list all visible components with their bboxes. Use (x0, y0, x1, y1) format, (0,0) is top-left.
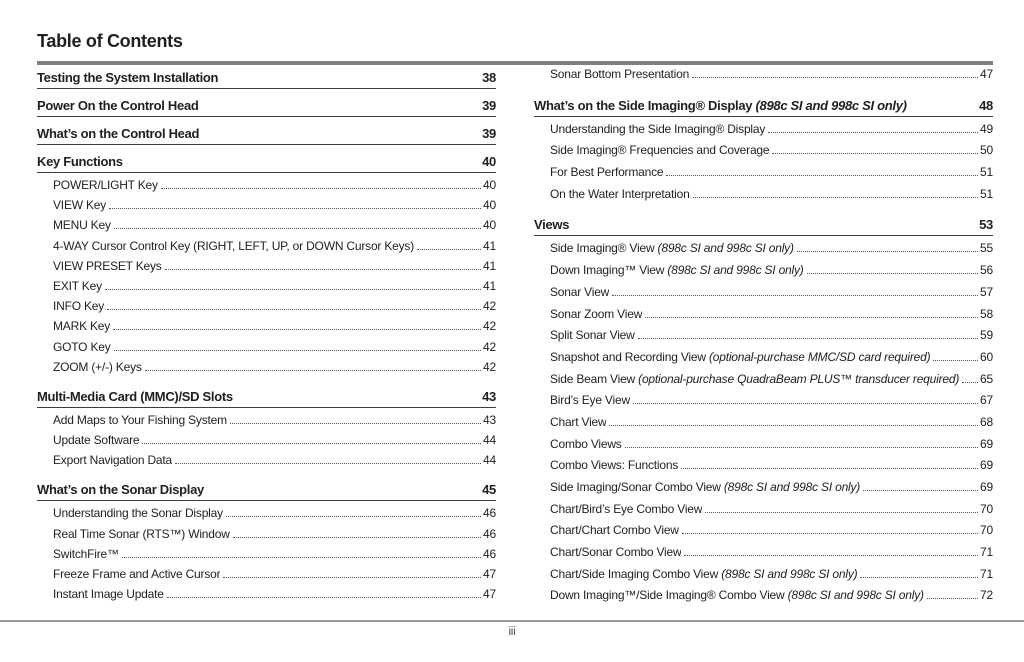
toc-entry-label: POWER/LIGHT Key (53, 178, 158, 192)
toc-entry-page-number: 43 (483, 412, 496, 427)
toc-entry-page-number: 71 (980, 545, 993, 560)
toc-entry-label: What’s on the Control Head (37, 126, 200, 141)
toc-entry-page-number: 70 (980, 501, 993, 516)
dot-leader (109, 208, 481, 209)
toc-entry-page-number: 55 (980, 241, 993, 256)
toc-sub-entry (534, 122, 993, 144)
toc-entry-label: What’s on the Side Imaging® Display (898c SI and 998c SI only) (534, 97, 907, 113)
toc-entry-label: Understanding the Side Imaging® Display (550, 121, 766, 136)
toc-entry-label: Down Imaging™/Side Imaging® Combo View (898c SI and 998c SI only) (550, 588, 924, 603)
toc-entry-page-number: 40 (483, 178, 496, 192)
dot-leader (681, 468, 978, 469)
toc-entry-page-number: 42 (483, 319, 496, 334)
dot-leader (114, 350, 482, 351)
toc-section-entry (37, 126, 496, 145)
toc-page (37, 31, 993, 610)
toc-sub-entry (534, 502, 993, 524)
toc-section-entry (37, 482, 496, 501)
toc-entry-page-number: 45 (482, 482, 496, 498)
toc-entry-label: Real Time Sonar (RTS™) Window (53, 526, 230, 541)
dot-leader (233, 537, 481, 538)
toc-entry-label: 4-WAY Cursor Control Key (RIGHT, LEFT, UP, or DOWN Cursor Keys) (53, 238, 415, 253)
dot-leader (860, 577, 978, 578)
dot-leader (693, 197, 978, 198)
toc-entry-page-number: 46 (483, 506, 496, 521)
page-number: iii (508, 626, 516, 638)
toc-entry-label: Bird’s Eye View (550, 393, 630, 408)
toc-section-entry (37, 389, 496, 408)
toc-entry-page-number: 51 (980, 186, 993, 201)
toc-entry-note: (optional-purchase MMC/SD card required) (705, 349, 931, 364)
toc-entry-page-number: 42 (483, 299, 496, 314)
page-footer (0, 620, 1024, 638)
toc-entry-page-number: 60 (980, 349, 993, 364)
toc-sub-entry (37, 259, 496, 279)
toc-entry-page-number: 42 (483, 339, 496, 354)
toc-entry-label: Freeze Frame and Active Cursor (53, 567, 221, 581)
dot-leader (684, 555, 978, 556)
toc-sub-entry (37, 299, 496, 319)
toc-sub-entry (534, 437, 993, 459)
dot-leader (165, 269, 481, 270)
toc-sub-entry (534, 545, 993, 567)
title-rule (37, 61, 993, 65)
dot-leader (145, 370, 481, 371)
toc-entry-page-number: 58 (980, 306, 993, 321)
toc-entry-label: Instant Image Update (53, 587, 164, 602)
toc-sub-entry (534, 263, 993, 285)
toc-entry-page-number: 40 (483, 218, 496, 233)
dot-leader (417, 249, 481, 250)
toc-entry-label: For Best Performance (550, 165, 664, 180)
dot-leader (142, 443, 481, 444)
dot-leader (122, 557, 481, 558)
toc-entry-label: Side Imaging® Frequencies and Coverage (550, 143, 770, 158)
toc-sub-entry (534, 187, 993, 209)
toc-entry-label: Power On the Control Head (37, 98, 199, 113)
toc-entry-page-number: 69 (980, 480, 993, 494)
dot-leader (633, 403, 978, 404)
toc-sub-entry (37, 453, 496, 473)
toc-entry-page-number: 40 (482, 154, 496, 169)
toc-sub-entry (37, 360, 496, 380)
dot-leader (807, 273, 978, 274)
toc-entry-page-number: 59 (980, 328, 993, 343)
toc-entry-label: ZOOM (+/-) Keys (53, 359, 142, 374)
toc-sub-entry (534, 143, 993, 165)
dot-leader (666, 175, 978, 176)
toc-entry-label: Chart/Chart Combo View (550, 523, 679, 538)
toc-entry-page-number: 46 (483, 526, 496, 541)
toc-entry-page-number: 40 (483, 198, 496, 213)
dot-leader (682, 533, 978, 534)
toc-columns (37, 67, 993, 610)
toc-entry-label: Split Sonar View (550, 328, 635, 343)
toc-sub-entry (534, 415, 993, 437)
toc-entry-page-number: 44 (483, 433, 496, 448)
toc-entry-page-number: 57 (980, 284, 993, 299)
toc-entry-page-number: 39 (482, 126, 496, 141)
toc-sub-entry (37, 506, 496, 526)
toc-entry-label: Side Imaging® View (898c SI and 998c SI only) (550, 241, 794, 256)
toc-entry-page-number: 69 (980, 458, 993, 473)
toc-sub-entry (37, 178, 496, 198)
dot-leader (927, 598, 978, 599)
toc-sub-entry (534, 372, 993, 394)
toc-entry-label: Update Software (53, 433, 140, 448)
toc-section-entry (534, 217, 993, 236)
toc-right-column (534, 67, 993, 610)
toc-entry-label: On the Water Interpretation (550, 186, 690, 201)
toc-entry-label: EXIT Key (53, 278, 102, 293)
toc-sub-entry (37, 340, 496, 360)
dot-leader (612, 295, 978, 296)
toc-sub-entry (37, 567, 496, 587)
toc-entry-page-number: 47 (483, 587, 496, 602)
dot-leader (638, 338, 978, 339)
toc-entry-label: Export Navigation Data (53, 453, 172, 468)
toc-sub-entry (534, 523, 993, 545)
toc-entry-label: Combo Views (550, 436, 622, 451)
dot-leader (797, 251, 978, 252)
toc-entry-label: Add Maps to Your Fishing System (53, 412, 227, 427)
toc-entry-label: Side Beam View (optional-purchase QuadraBeam PLUS™ transducer required) (550, 371, 960, 386)
toc-entry-label: Down Imaging™ View (898c SI and 998c SI only) (550, 263, 804, 278)
toc-sub-entry (534, 165, 993, 187)
page-title: Table of Contents (37, 31, 183, 51)
toc-sub-entry (37, 413, 496, 433)
toc-entry-page-number: 48 (979, 97, 993, 113)
toc-entry-label: Snapshot and Recording View (optional-purchase MMC/SD card required) (550, 349, 931, 364)
toc-entry-label: Sonar Bottom Presentation (550, 67, 690, 81)
toc-entry-page-number: 41 (483, 258, 496, 273)
toc-entry-label: Understanding the Sonar Display (53, 506, 223, 521)
toc-entry-page-number: 43 (482, 388, 496, 404)
toc-entry-note: (optional-purchase QuadraBeam PLUS™ transducer required) (635, 371, 960, 386)
toc-entry-label: Side Imaging/Sonar Combo View (898c SI and 998c SI only) (550, 480, 861, 494)
toc-sub-entry (534, 458, 993, 480)
toc-entry-label: Combo Views: Functions (550, 458, 679, 473)
toc-sub-entry (37, 547, 496, 567)
toc-entry-note: (898c SI and 998c SI only) (752, 97, 907, 113)
toc-sub-entry (534, 241, 993, 263)
dot-leader (962, 382, 978, 383)
toc-entry-label: Chart View (550, 414, 607, 429)
toc-entry-page-number: 38 (482, 70, 496, 85)
dot-leader (223, 577, 481, 578)
dot-leader (645, 317, 978, 318)
toc-section-entry (37, 70, 496, 89)
toc-entry-page-number: 47 (483, 567, 496, 581)
dot-leader (113, 329, 481, 330)
toc-entry-label: What’s on the Sonar Display (37, 482, 204, 498)
toc-section-entry (534, 98, 993, 117)
toc-entry-page-number: 39 (482, 98, 496, 113)
toc-entry-page-number: 47 (980, 67, 993, 81)
dot-leader (167, 597, 481, 598)
toc-entry-page-number: 71 (980, 566, 993, 581)
toc-entry-note: (898c SI and 998c SI only) (664, 263, 804, 278)
dot-leader (705, 512, 978, 513)
toc-entry-label: Sonar View (550, 284, 610, 299)
toc-sub-entry (37, 279, 496, 299)
toc-entry-page-number: 41 (483, 238, 496, 253)
toc-entry-page-number: 68 (980, 414, 993, 429)
toc-section-entry (37, 98, 496, 117)
toc-sub-entry (37, 587, 496, 607)
toc-entry-label: Key Functions (37, 154, 123, 169)
dot-leader (772, 153, 978, 154)
toc-entry-note: (898c SI and 998c SI only) (720, 480, 861, 494)
toc-entry-label: Chart/Sonar Combo View (550, 545, 682, 560)
toc-entry-page-number: 69 (980, 436, 993, 451)
toc-entry-label: GOTO Key (53, 339, 111, 354)
toc-entry-label: Chart/Side Imaging Combo View (898c SI and 998c SI only) (550, 566, 858, 581)
dot-leader (863, 490, 978, 491)
toc-entry-page-number: 65 (980, 371, 993, 386)
toc-entry-note: (898c SI and 998c SI only) (718, 566, 858, 581)
toc-entry-page-number: 50 (980, 143, 993, 158)
dot-leader (175, 463, 481, 464)
toc-entry-label: MARK Key (53, 319, 111, 334)
toc-sub-entry (534, 567, 993, 589)
dot-leader (226, 516, 481, 517)
toc-entry-note: (898c SI and 998c SI only) (784, 588, 924, 603)
dot-leader (105, 289, 481, 290)
toc-entry-label: Testing the System Installation (37, 70, 219, 85)
toc-sub-entry (534, 588, 993, 610)
dot-leader (933, 360, 978, 361)
toc-entry-page-number: 42 (483, 359, 496, 374)
toc-entry-label: Views (534, 217, 570, 233)
toc-sub-entry (534, 480, 993, 502)
toc-sub-entry (534, 350, 993, 372)
dot-leader (230, 423, 481, 424)
toc-entry-label: Chart/Bird’s Eye Combo View (550, 501, 703, 516)
toc-sub-entry (534, 328, 993, 350)
dot-leader (107, 309, 481, 310)
toc-entry-page-number: 49 (980, 121, 993, 136)
dot-leader (609, 425, 978, 426)
toc-entry-label: INFO Key (53, 299, 105, 314)
toc-sub-entry (37, 198, 496, 218)
toc-entry-page-number: 41 (483, 278, 496, 293)
toc-left-column (37, 67, 496, 610)
dot-leader (692, 77, 978, 78)
toc-entry-page-number: 51 (980, 165, 993, 180)
toc-sub-entry (534, 393, 993, 415)
dot-leader (625, 447, 978, 448)
toc-entry-label: MENU Key (53, 218, 111, 233)
toc-entry-page-number: 67 (980, 393, 993, 408)
footer-rule (0, 620, 1024, 622)
toc-entry-label: SwitchFire™ (53, 546, 119, 561)
toc-sub-entry (37, 239, 496, 259)
toc-sub-entry (534, 67, 993, 89)
toc-sub-entry (534, 307, 993, 329)
toc-entry-page-number: 44 (483, 453, 496, 468)
toc-entry-note: (898c SI and 998c SI only) (654, 241, 794, 256)
dot-leader (768, 132, 978, 133)
toc-entry-page-number: 46 (483, 546, 496, 561)
toc-entry-page-number: 72 (980, 588, 993, 603)
toc-entry-page-number: 56 (980, 263, 993, 278)
toc-sub-entry (37, 319, 496, 339)
toc-entry-label: Multi-Media Card (MMC)/SD Slots (37, 388, 233, 404)
dot-leader (114, 228, 481, 229)
toc-entry-label: VIEW Key (53, 198, 107, 213)
toc-entry-label: VIEW PRESET Keys (53, 258, 162, 273)
toc-sub-entry (37, 527, 496, 547)
toc-sub-entry (37, 433, 496, 453)
toc-entry-label: Sonar Zoom View (550, 306, 643, 321)
toc-entry-page-number: 70 (980, 523, 993, 538)
toc-entry-page-number: 53 (979, 217, 993, 233)
toc-sub-entry (37, 218, 496, 238)
toc-sub-entry (534, 285, 993, 307)
dot-leader (161, 188, 481, 189)
toc-section-entry (37, 154, 496, 173)
